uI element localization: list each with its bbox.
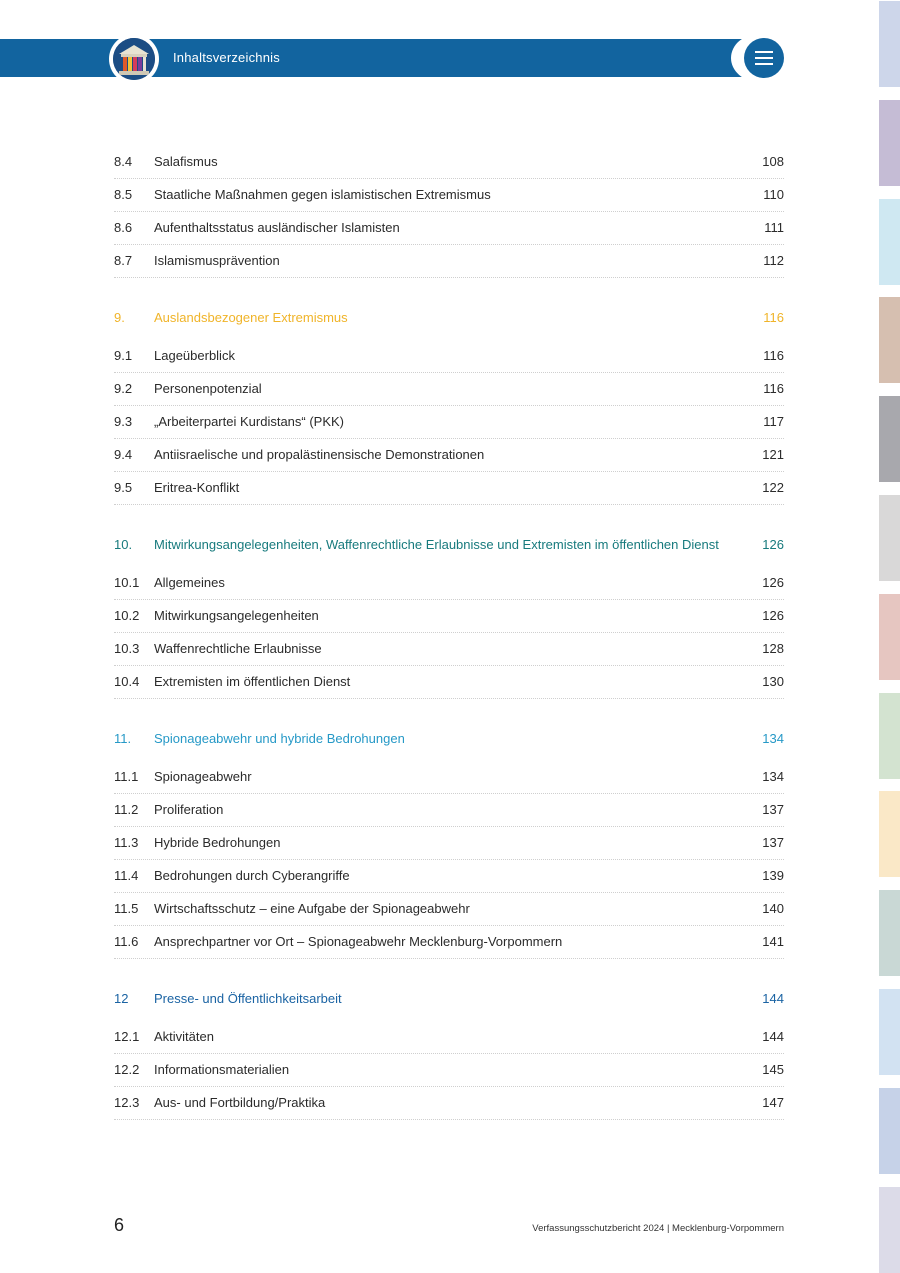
chapter-tab[interactable] <box>879 791 900 877</box>
toc-page: 137 <box>762 835 784 850</box>
toc-number: 11.4 <box>114 868 139 883</box>
building-logo-icon <box>113 38 155 80</box>
toc-page: 144 <box>762 991 784 1006</box>
toc-title: Wirtschaftsschutz – eine Aufgabe der Spionageabwehr <box>154 901 470 916</box>
toc-number: 10.2 <box>114 608 140 623</box>
toc-title: Salafismus <box>154 154 218 169</box>
toc-number: 8.6 <box>114 220 133 235</box>
chapter-tab[interactable] <box>879 1 900 87</box>
toc-entry[interactable] <box>114 761 784 794</box>
toc-entry[interactable] <box>114 794 784 827</box>
toc-title: Islamismusprävention <box>154 253 280 268</box>
toc-title: Spionageabwehr <box>154 769 252 784</box>
menu-button[interactable] <box>744 38 784 78</box>
toc-page: 116 <box>763 381 784 396</box>
toc-page: 145 <box>762 1062 784 1077</box>
toc-title: Bedrohungen durch Cyberangriffe <box>154 868 350 883</box>
toc-page: 110 <box>763 187 784 202</box>
toc-page: 130 <box>762 674 784 689</box>
toc-page: 139 <box>762 868 784 883</box>
toc-title: Mitwirkungsangelegenheiten, Waffenrechtliche Erlaubnisse und Extremisten im öffentlichen Dienst <box>154 537 719 552</box>
toc-section-heading-12[interactable] <box>114 983 784 1021</box>
toc-entry[interactable] <box>114 472 784 505</box>
toc-page: 111 <box>764 220 784 235</box>
toc-title: Aufenthaltsstatus ausländischer Islamisten <box>154 220 400 235</box>
toc-number: 12 <box>114 991 129 1006</box>
chapter-tab[interactable] <box>879 693 900 779</box>
toc-page: 141 <box>762 934 784 949</box>
toc-title: Antiisraelische und propalästinensische Demonstrationen <box>154 447 485 462</box>
toc-number: 9.1 <box>114 348 133 363</box>
toc-entry[interactable] <box>114 1087 784 1120</box>
toc-page: 112 <box>763 253 784 268</box>
toc-title: Proliferation <box>154 802 224 817</box>
toc-entry[interactable] <box>114 146 784 179</box>
toc-title: „Arbeiterpartei Kurdistans“ (PKK) <box>154 414 345 429</box>
chapter-tab[interactable] <box>879 396 900 482</box>
toc-page: 126 <box>762 537 784 552</box>
toc-number: 12.3 <box>114 1095 140 1110</box>
toc-title: Hybride Bedrohungen <box>154 835 281 850</box>
toc-entry[interactable] <box>114 633 784 666</box>
toc-page: 116 <box>763 310 784 325</box>
toc-title: Waffenrechtliche Erlaubnisse <box>154 641 322 656</box>
header-title: Inhaltsverzeichnis <box>173 50 280 65</box>
chapter-tab[interactable] <box>879 989 900 1075</box>
toc-entry[interactable] <box>114 600 784 633</box>
toc-number: 11. <box>114 731 132 746</box>
chapter-tab[interactable] <box>879 495 900 581</box>
toc-title: Aktivitäten <box>154 1029 214 1044</box>
toc-entry[interactable] <box>114 373 784 406</box>
toc-page: 121 <box>762 447 784 462</box>
chapter-tab[interactable] <box>879 100 900 186</box>
toc-page: 144 <box>762 1029 784 1044</box>
toc-entry[interactable] <box>114 860 784 893</box>
hamburger-icon <box>755 51 773 53</box>
footer-text: Verfassungsschutzbericht 2024 | Mecklenburg-Vorpommern <box>532 1223 784 1234</box>
toc-page: 126 <box>762 608 784 623</box>
toc-title: Allgemeines <box>154 575 225 590</box>
toc-number: 12.2 <box>114 1062 140 1077</box>
toc-entry[interactable] <box>114 439 784 472</box>
toc-entry[interactable] <box>114 926 784 959</box>
toc-number: 11.5 <box>114 901 139 916</box>
toc-page: 128 <box>762 641 784 656</box>
toc-entry[interactable] <box>114 245 784 278</box>
toc-title: Mitwirkungsangelegenheiten <box>154 608 319 623</box>
table-of-contents <box>114 146 784 1120</box>
toc-number: 12.1 <box>114 1029 140 1044</box>
toc-number: 9.3 <box>114 414 133 429</box>
toc-section-heading-11[interactable] <box>114 723 784 761</box>
toc-number: 8.7 <box>114 253 133 268</box>
toc-title: Lageüberblick <box>154 348 235 363</box>
toc-entry[interactable] <box>114 1021 784 1054</box>
toc-entry[interactable] <box>114 893 784 926</box>
toc-title: Presse- und Öffentlichkeitsarbeit <box>154 991 342 1006</box>
toc-page: 140 <box>762 901 784 916</box>
toc-section-heading-9[interactable] <box>114 302 784 340</box>
toc-number: 11.6 <box>114 934 139 949</box>
toc-number: 10. <box>114 537 133 552</box>
chapter-tab[interactable] <box>879 1088 900 1174</box>
toc-number: 11.1 <box>114 769 139 784</box>
toc-page: 117 <box>763 414 784 429</box>
toc-title: Personenpotenzial <box>154 381 262 396</box>
logo <box>109 34 159 84</box>
toc-number: 10.4 <box>114 674 140 689</box>
chapter-tab[interactable] <box>879 1187 900 1273</box>
toc-entry[interactable] <box>114 406 784 439</box>
toc-number: 10.1 <box>114 575 140 590</box>
chapter-tab[interactable] <box>879 199 900 285</box>
toc-page: 122 <box>762 480 784 495</box>
toc-title: Auslandsbezogener Extremismus <box>154 310 348 325</box>
chapter-tab[interactable] <box>879 297 900 383</box>
toc-page: 134 <box>762 769 784 784</box>
toc-section-heading-10[interactable] <box>114 529 784 567</box>
toc-page: 116 <box>763 348 784 363</box>
toc-page: 108 <box>762 154 784 169</box>
toc-page: 126 <box>762 575 784 590</box>
toc-number: 9.2 <box>114 381 133 396</box>
toc-number: 9.4 <box>114 447 133 462</box>
toc-page: 147 <box>762 1095 784 1110</box>
toc-page: 137 <box>762 802 784 817</box>
toc-number: 8.5 <box>114 187 133 202</box>
toc-title: Ansprechpartner vor Ort – Spionageabwehr Mecklenburg-Vorpommern <box>154 934 563 949</box>
toc-title: Staatliche Maßnahmen gegen islamistischen Extremismus <box>154 187 491 202</box>
toc-entry[interactable] <box>114 567 784 600</box>
toc-number: 8.4 <box>114 154 133 169</box>
toc-title: Extremisten im öffentlichen Dienst <box>154 674 351 689</box>
toc-title: Aus- und Fortbildung/Praktika <box>154 1095 326 1110</box>
toc-entry[interactable] <box>114 827 784 860</box>
chapter-tab[interactable] <box>879 594 900 680</box>
toc-entry[interactable] <box>114 666 784 699</box>
chapter-tab[interactable] <box>879 890 900 976</box>
toc-number: 10.3 <box>114 641 140 656</box>
toc-entry[interactable] <box>114 179 784 212</box>
toc-title: Spionageabwehr und hybride Bedrohungen <box>154 731 405 746</box>
toc-page: 134 <box>762 731 784 746</box>
toc-number: 11.2 <box>114 802 139 817</box>
toc-entry[interactable] <box>114 340 784 373</box>
toc-title: Eritrea-Konflikt <box>154 480 240 495</box>
toc-number: 11.3 <box>114 835 139 850</box>
toc-number: 9.5 <box>114 480 133 495</box>
toc-number: 9. <box>114 310 125 325</box>
toc-entry[interactable] <box>114 1054 784 1087</box>
toc-title: Informationsmaterialien <box>154 1062 290 1077</box>
toc-entry[interactable] <box>114 212 784 245</box>
page-number: 6 <box>114 1215 125 1235</box>
